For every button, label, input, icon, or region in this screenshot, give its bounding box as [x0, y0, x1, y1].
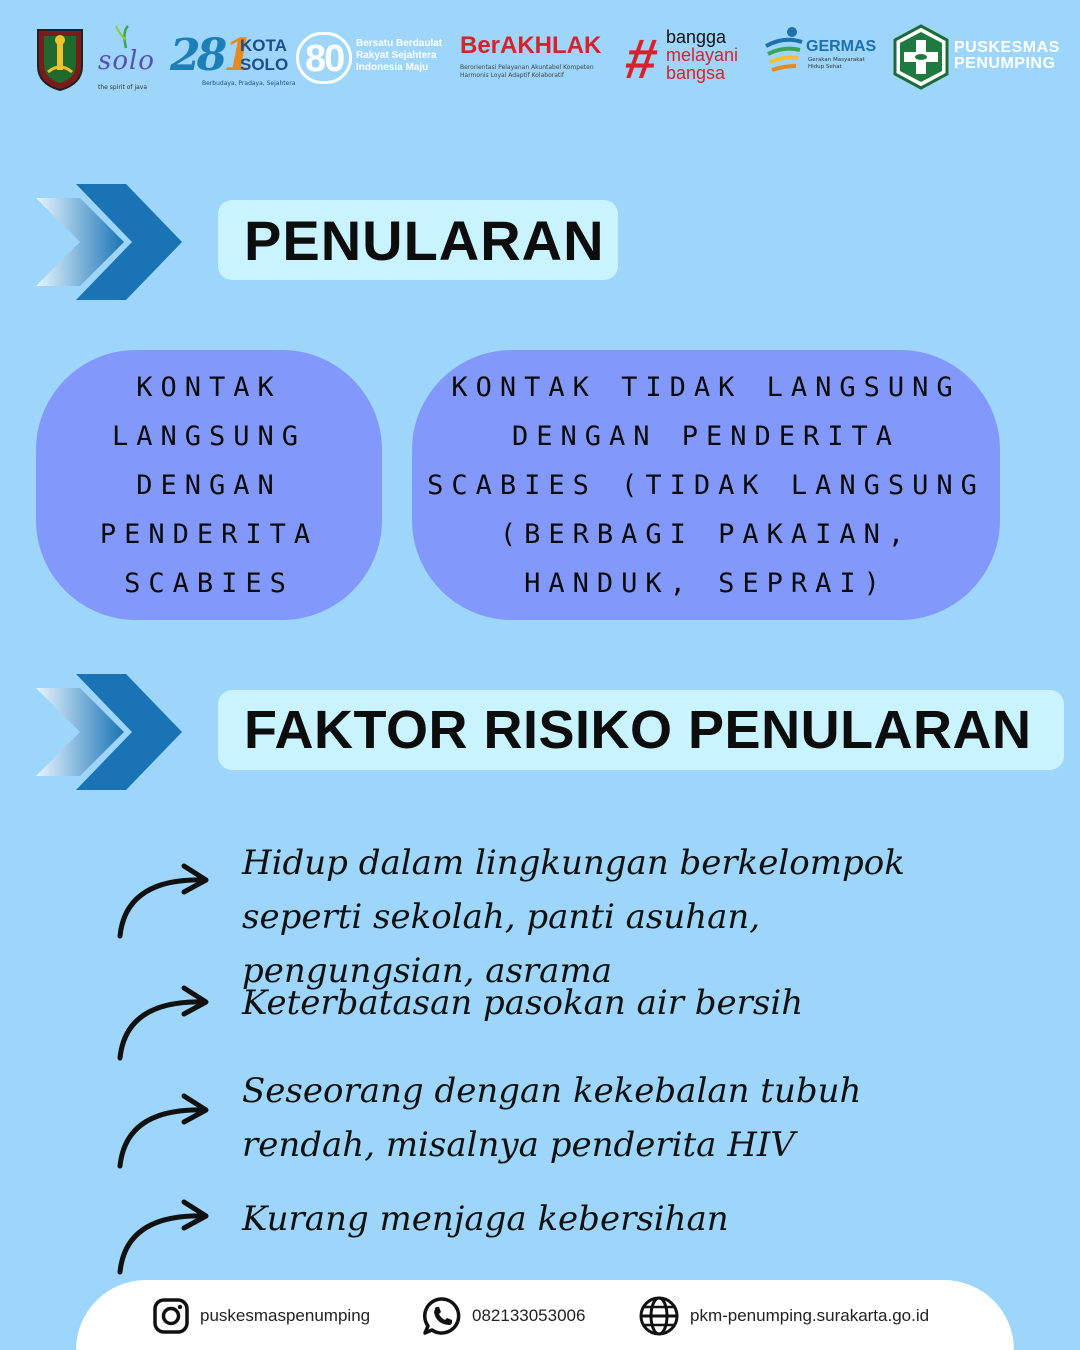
whatsapp-number: 082133053006 — [472, 1306, 586, 1325]
chevron-icon — [36, 184, 186, 300]
bubble-kontak-tidak-langsung — [412, 350, 1000, 620]
whatsapp-icon — [422, 1296, 462, 1336]
risk-item-text: Kurang menjaga kebersihan — [242, 1199, 729, 1239]
contact-footer — [76, 1280, 1014, 1350]
solo-spirit-of-java-logo — [96, 24, 156, 96]
whatsapp-contact[interactable] — [422, 1296, 585, 1336]
puskesmas-name: PUSKESMAS PENUMPING — [954, 39, 1060, 72]
risk-item-text: Keterbatasan pasokan air bersih — [242, 983, 804, 1023]
section-title-penularan: PENULARAN — [218, 200, 618, 280]
germas-logo — [762, 24, 886, 82]
germas-title: GERMAS — [806, 38, 877, 55]
risk-item-text: Seseorang dengan kekebalan tubuh rendah, misalnya penderita HIV — [242, 1071, 862, 1165]
bubble-kontak-langsung — [36, 350, 382, 620]
section-title-faktor-risiko: FAKTOR RISIKO PENULARAN — [218, 690, 1064, 770]
ri-80-logo — [296, 32, 456, 84]
instagram-handle: puskesmaspenumping — [200, 1306, 371, 1325]
kota-tagline: Berbudaya, Pradaya, Sejahtera — [202, 80, 296, 87]
berakhlak-title: BerAKHLAK — [460, 32, 602, 59]
website-contact[interactable] — [638, 1296, 929, 1336]
surakarta-crest-logo — [36, 26, 84, 92]
risk-item — [112, 976, 1012, 1056]
kota-number: 281 — [170, 30, 250, 81]
logo-bar — [0, 0, 1080, 100]
curved-arrow-icon — [112, 982, 216, 1062]
curved-arrow-icon — [112, 1090, 216, 1170]
kota-solo-anniversary-logo — [168, 26, 296, 92]
kota-name: KOTA SOLO — [240, 36, 289, 74]
instagram-icon — [152, 1297, 190, 1335]
bangga-melayani-bangsa-logo — [621, 26, 756, 90]
berakhlak-values: Berorientasi Pelayanan Akuntabel Kompeten Harmonis Loyal Adaptif Kolaboratif — [460, 64, 594, 79]
bangga-hash: # — [621, 27, 662, 90]
risk-item — [112, 1192, 1012, 1272]
curved-arrow-icon — [112, 1196, 216, 1276]
bubble-kontak-tidak-langsung-text: KONTAK TIDAK LANGSUNG DENGAN PENDERITA SCABIES (TIDAK LANGSUNG (BERBAGI PAKAIAN, HANDUK, SEPRAI) — [427, 371, 985, 599]
germas-subtitle: Gerakan Masyarakat Hidup Sehat — [808, 57, 865, 70]
bangga-words: bangga melayani bangsa — [666, 27, 739, 83]
berakhlak-logo — [460, 30, 620, 86]
curved-arrow-icon — [112, 860, 216, 940]
solo-wordmark: solo — [98, 46, 155, 76]
bubble-kontak-langsung-text: KONTAK LANGSUNG DENGAN PENDERITA SCABIES — [99, 371, 319, 599]
risk-item — [112, 1064, 1012, 1184]
globe-icon — [638, 1295, 680, 1337]
puskesmas-penumping-logo — [892, 24, 1062, 92]
risk-item-text: Hidup dalam lingkungan berkelompok seperti sekolah, panti asuhan, pengungsian, asrama — [242, 843, 905, 991]
ri-80-ring: 80 — [296, 32, 352, 84]
risk-item — [112, 836, 1012, 991]
website-url: pkm-penumping.surakarta.go.id — [690, 1306, 930, 1325]
instagram-contact[interactable] — [152, 1296, 370, 1336]
chevron-icon — [36, 674, 186, 790]
ri-80-motto: Bersatu Berdaulat Rakyat Sejahtera Indonesia Maju — [356, 38, 443, 73]
solo-tagline: the spirit of java — [98, 84, 148, 91]
